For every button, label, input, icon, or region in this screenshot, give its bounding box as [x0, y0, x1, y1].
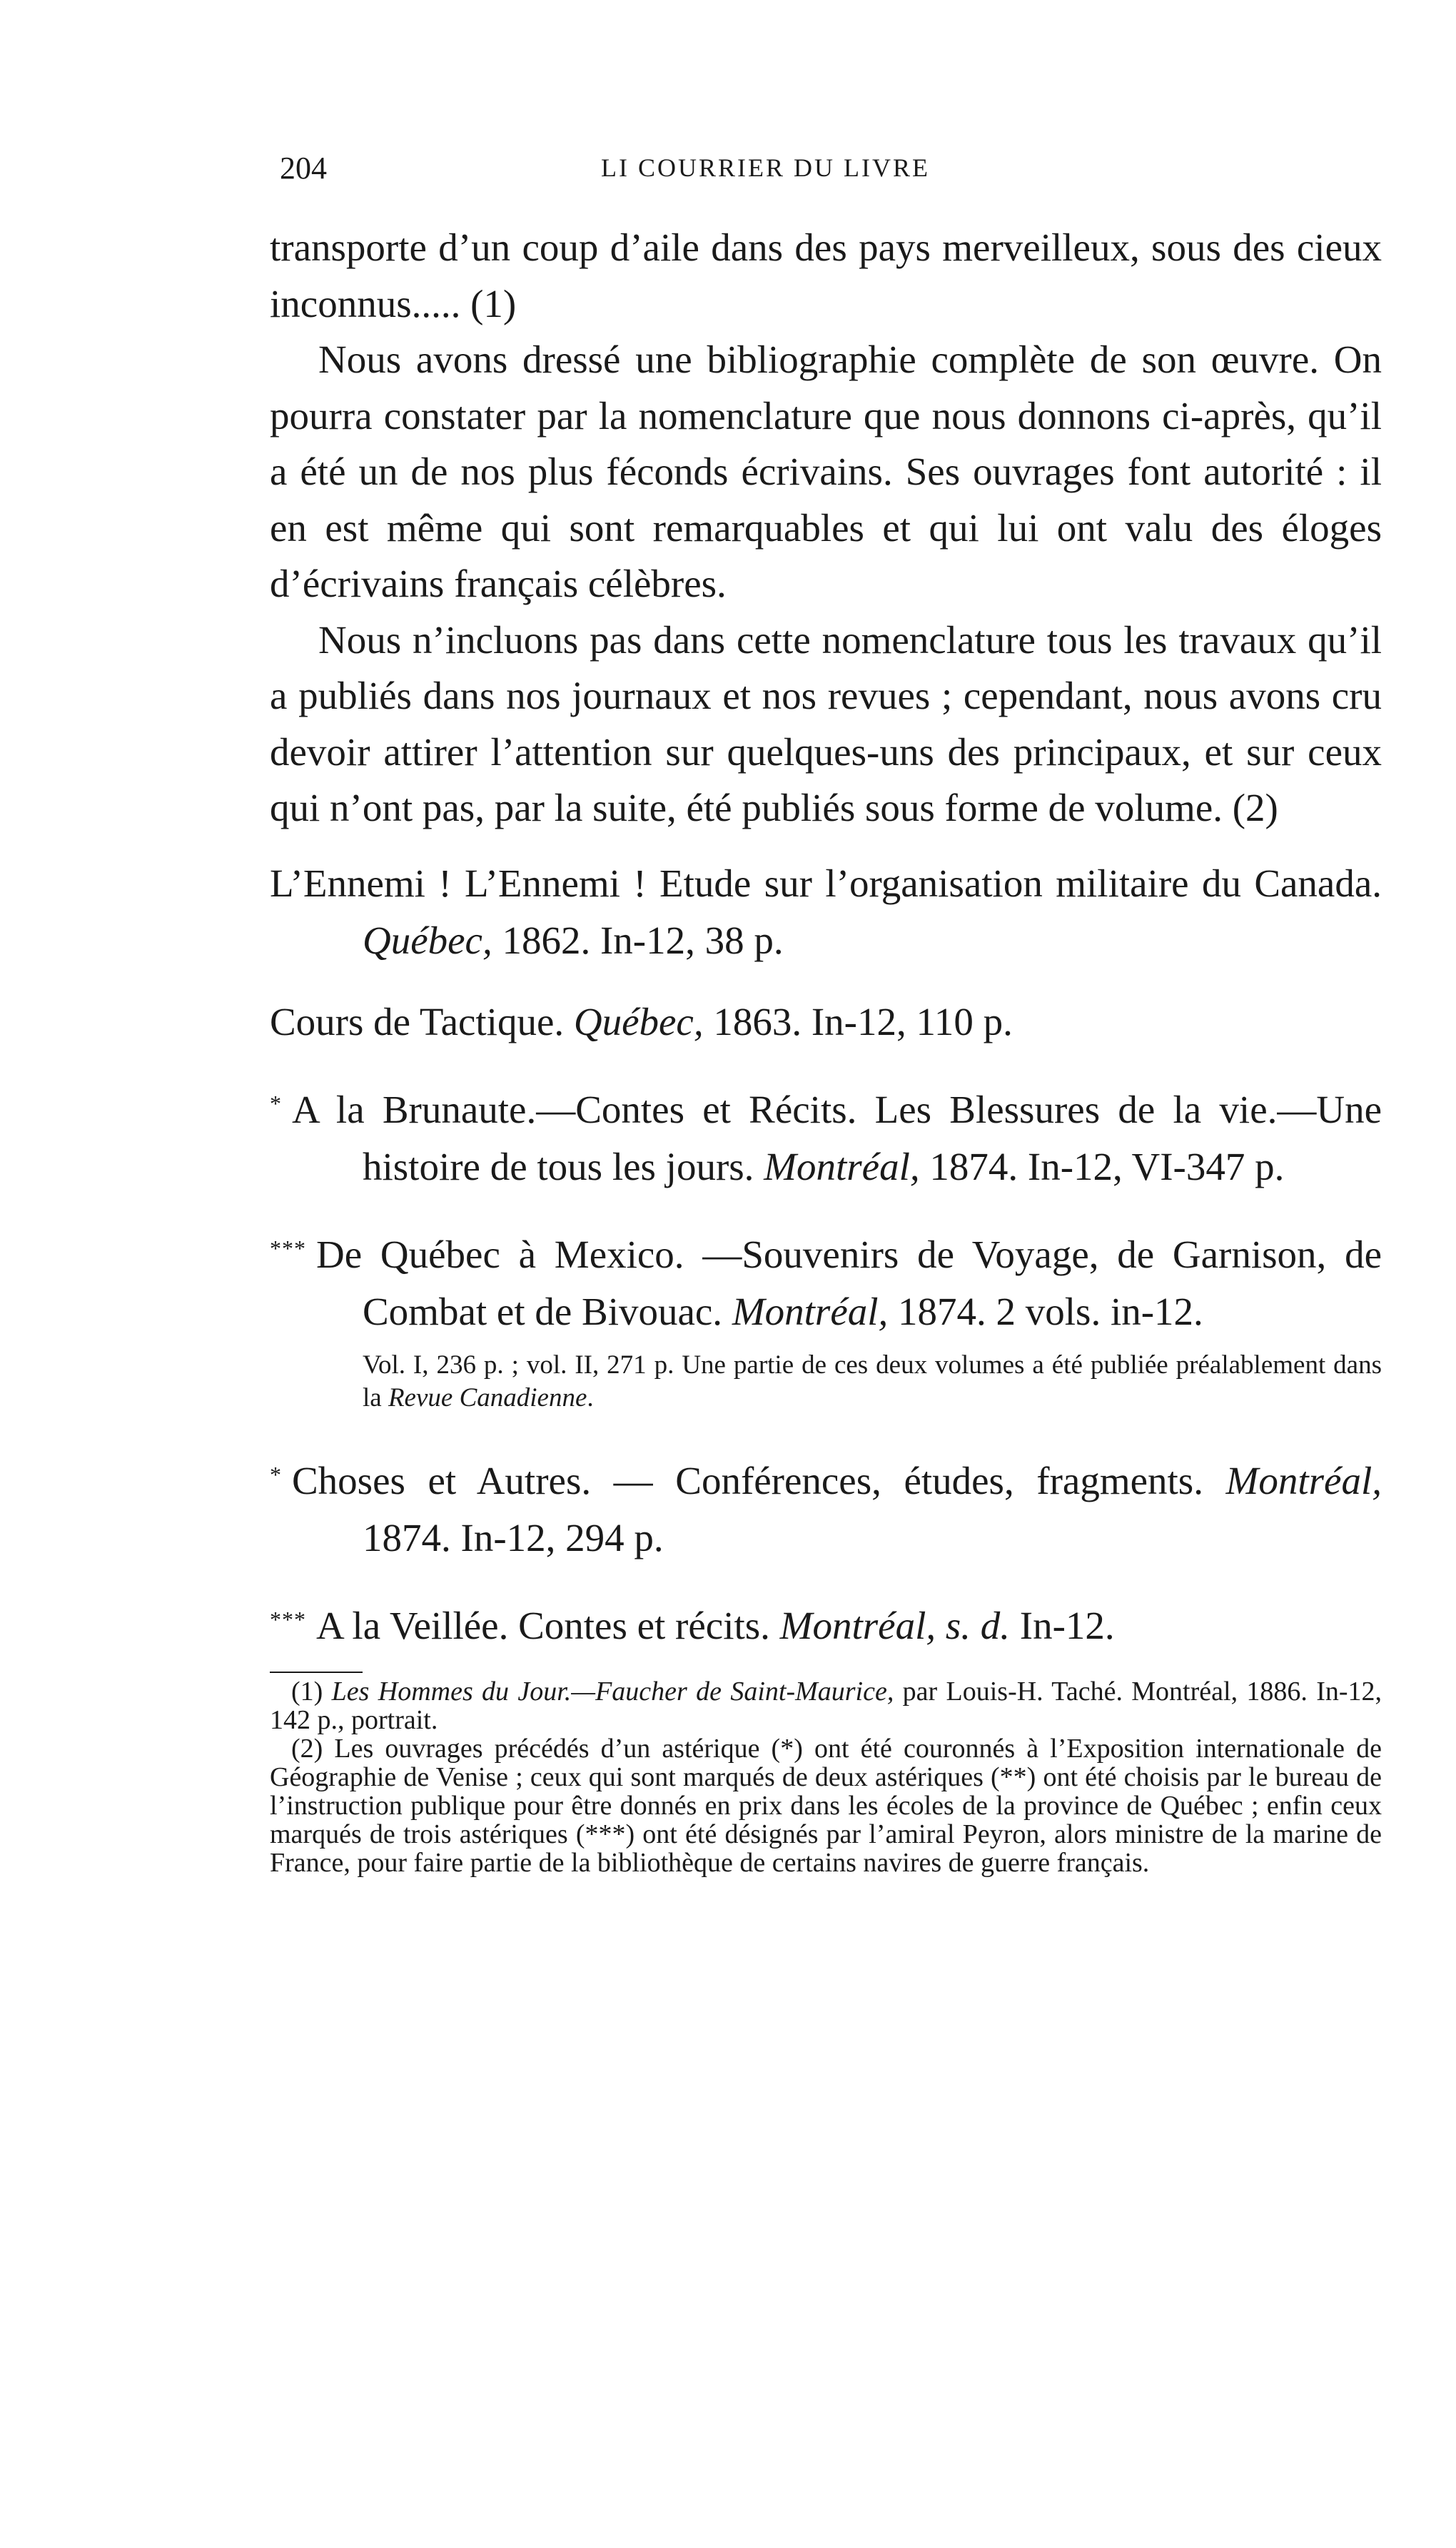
bibliography-entry	[270, 1075, 1382, 1195]
page-number: 204	[280, 151, 327, 186]
entry-note-text: Vol. I, 236 p. ; vol. II, 271 p. Une partie de ces deux volumes a été publiée préalablement dans la	[363, 1350, 1382, 1412]
entry-title: A la Veillée. Contes et récits.	[316, 1603, 770, 1647]
footnote-1-number: (1)	[291, 1676, 323, 1707]
entry-title: A la Brunaute.—Contes et Récits. Les Blessures de la vie.—Une histoire de tous les jours.	[292, 1087, 1382, 1188]
paragraph-nomenclature-note: Nous n’incluons pas dans cette nomenclature tous les travaux qu’il a publiés dans nos journaux et nos revues ; cependant, nous avons cru devoir attirer l’attention sur quelques-uns des principaux, et sur ceux qui n’ont pas, par la suite, été publiés sous forme de volume. (2)	[270, 617, 1382, 829]
footnote-rule	[270, 1672, 363, 1673]
bibliography-entry	[270, 1446, 1382, 1567]
entry-details: 1874. 2 vols. in-12.	[898, 1289, 1203, 1333]
entry-title: Cours de Tactique.	[270, 999, 565, 1043]
bibliography-list	[270, 855, 1382, 1654]
entry-place: Montréal,	[764, 1144, 920, 1188]
entry-stars: *	[270, 1461, 282, 1487]
footnote-1-text: par Louis-H. Taché. Montréal, 1886. In-12, 142 p., portrait.	[270, 1676, 1382, 1735]
book-page	[270, 143, 1382, 1877]
bibliography-entry	[270, 1591, 1382, 1654]
entry-place: Montréal,	[1225, 1458, 1382, 1502]
bibliography-entry	[270, 1220, 1382, 1340]
entry-place: Montréal,	[732, 1289, 889, 1333]
entry-details: 1863. In-12, 110 p.	[713, 999, 1013, 1043]
entry-place: Montréal, s. d.	[779, 1603, 1011, 1647]
footnote-2: (2) Les ouvrages précédés d’un astérique (*) ont été couronnés à l’Exposition internationale de Géographie de Venise ; ceux qui sont marqués de deux astériques (**) ont été choisis par le bureau de l’instruction publique pour être donnés en prix dans les écoles de la province de Québec ; enfin ceux marqués de trois astériques (***) ont été désignés par l’amiral Peyron, alors ministre de la marine de France, pour faire partie de la bibliothèque de certains navires de guerre français.	[270, 1733, 1382, 1878]
paragraph-continuation: transporte d’un coup d’aile dans des pays merveilleux, sous des cieux inconnus..... (1)	[270, 226, 1382, 325]
entry-title: Choses et Autres. — Conférences, études, fragments.	[292, 1458, 1203, 1502]
footnotes	[270, 1677, 1382, 1877]
paragraph-bibliography-intro: Nous avons dressé une bibliographie complète de son œuvre. On pourra constater par la nomenclature que nous donnons ci-après, qu’il a été un de nos plus féconds écrivains. Ses ouvrages font autorité : il en est même qui sont remarquables et qui lui ont valu des éloges d’écrivains français célèbres.	[270, 338, 1382, 605]
entry-place: Québec,	[573, 999, 704, 1043]
entry-note	[363, 1349, 1382, 1415]
entry-details: 1874. In-12, VI-347 p.	[929, 1144, 1285, 1188]
page-header	[270, 143, 1382, 193]
footnote-1-title: Les Hommes du Jour.—Faucher de Saint-Maurice,	[331, 1676, 894, 1707]
footnote-1	[270, 1677, 1382, 1734]
bibliography-entry	[270, 994, 1382, 1051]
entry-title: De Québec à Mexico. —Souvenirs de Voyage, de Garnison, de Combat et de Bivouac.	[316, 1232, 1382, 1333]
entry-title: L’Ennemi ! L’Ennemi ! Etude sur l’organisation militaire du Canada.	[270, 861, 1382, 905]
entry-details: 1874. In-12, 294 p.	[363, 1515, 664, 1559]
entry-stars: ***	[270, 1235, 306, 1261]
entry-stars: *	[270, 1090, 282, 1116]
entry-note-journal: Revue Canadienne	[388, 1382, 587, 1412]
entry-details: In-12.	[1019, 1603, 1115, 1647]
entry-details: 1862. In-12, 38 p.	[502, 918, 784, 962]
bibliography-entry	[270, 855, 1382, 969]
entry-stars: ***	[270, 1606, 306, 1632]
body-text	[270, 220, 1382, 836]
entry-place: Québec,	[363, 918, 492, 962]
running-title: LI COURRIER DU LIVRE	[601, 153, 930, 182]
entry-note-end: .	[587, 1382, 594, 1412]
